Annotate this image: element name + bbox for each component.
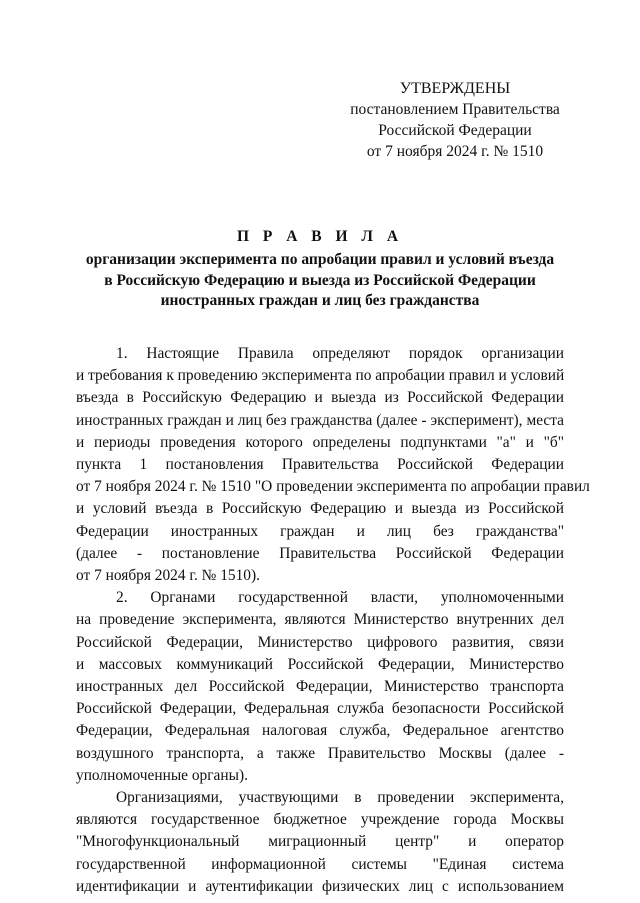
- approval-line-1: постановлением Правительства: [350, 101, 560, 118]
- text-line: 2. Органами государственной власти, уполномоченными: [116, 589, 564, 607]
- document-subtitle: [70, 250, 570, 312]
- text-line: иностранных граждан и лиц без гражданства (далее - эксперимент), места: [76, 411, 564, 429]
- approval-line-2: Российской Федерации: [378, 122, 532, 139]
- paragraph-3: [76, 787, 564, 898]
- text-line: воздушного транспорта, а также Правительство Москвы (далее -: [76, 744, 564, 762]
- text-line: пункта 1 постановления Правительства Российской Федерации: [76, 456, 564, 474]
- text-line: уполномоченные органы).: [76, 766, 248, 784]
- subtitle-line: в Российскую Федерацию и выезда из Российской Федерации: [104, 271, 536, 289]
- approval-title: УТВЕРЖДЕНЫ: [399, 80, 511, 97]
- text-line: государственной информационной системы "Единая система: [76, 855, 564, 873]
- text-line: Российской Федерации, Федеральная служба безопасности Российской: [76, 700, 564, 718]
- approval-line-3: от 7 ноября 2024 г. № 1510: [366, 143, 544, 160]
- paragraph-1: [76, 343, 590, 587]
- text-line: (далее - постановление Правительства Российской Федерации: [76, 544, 564, 562]
- document-body: [76, 343, 590, 898]
- text-line: въезда в Российскую Федерацию и выезда из Российской Федерации: [76, 389, 564, 407]
- paragraph-2: [76, 587, 564, 787]
- text-line: и требования к проведению эксперимента по апробации правил и условий: [76, 367, 565, 385]
- text-line: от 7 ноября 2024 г. № 1510 "О проведении эксперимента по апробации правил: [76, 478, 590, 496]
- text-line: от 7 ноября 2024 г. № 1510).: [76, 567, 260, 585]
- document-title: П Р А В И Л А: [236, 228, 404, 245]
- text-line: и массовых коммуникаций Российской Федерации, Министерство: [76, 655, 564, 673]
- text-line: Российской Федерации, Министерство цифрового развития, связи: [76, 633, 564, 651]
- text-line: и условий въезда в Российскую Федерацию и выезда из Российской: [76, 500, 564, 518]
- text-line: и периоды проведения которого определены подпунктами "а" и "б": [76, 433, 564, 451]
- text-line: "Многофункциональный миграционный центр" и оператор: [76, 833, 564, 851]
- subtitle-line: иностранных граждан и лиц без гражданства: [160, 292, 480, 309]
- text-line: Федерации иностранных граждан и лиц без гражданства": [76, 522, 564, 540]
- text-line: Федерации, Федеральная налоговая служба, Федеральное агентство: [76, 722, 564, 740]
- approval-stamp: [330, 78, 580, 162]
- text-line: 1. Настоящие Правила определяют порядок организации: [116, 345, 564, 362]
- subtitle-line: организации эксперимента по апробации правил и условий въезда: [85, 251, 555, 268]
- text-line: Организациями, участвующими в проведении эксперимента,: [116, 789, 564, 807]
- text-line: идентификации и аутентификации физических лиц с использованием: [76, 877, 564, 895]
- text-line: иностранных дел Российской Федерации, Министерство транспорта: [76, 678, 564, 696]
- text-line: являются государственное бюджетное учреждение города Москвы: [76, 811, 564, 829]
- text-line: на проведение эксперимента, являются Министерство внутренних дел: [76, 611, 564, 629]
